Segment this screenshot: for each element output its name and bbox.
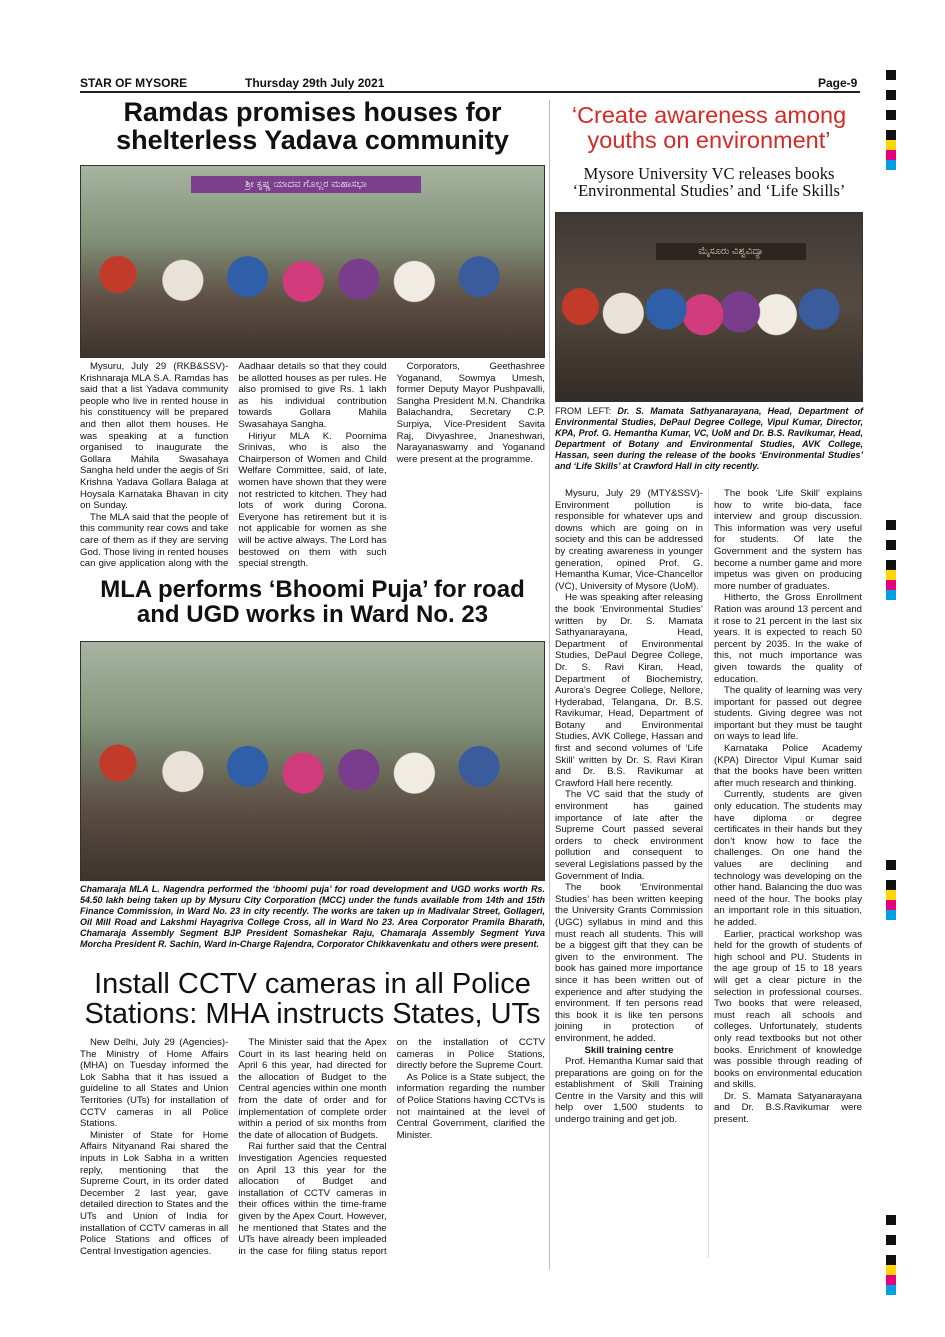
- black-swatch: [886, 1255, 896, 1265]
- black-swatch: [886, 1235, 896, 1245]
- black-swatch: [886, 560, 896, 570]
- cyan-swatch: [886, 1285, 896, 1295]
- article3-paragraph: New Delhi, July 29 (Agencies)- The Ministry of Home Affairs (MHA) on Tuesday informed the Lok Sabha that it has issued a guideline to all States and Union Territories (UTs) for installation of CCTV cameras in all Police Stations.: [80, 1037, 229, 1130]
- article4-photo-sign: ಮೈಸೂರು ವಿಶ್ವವಿದ್ಯಾ: [656, 243, 806, 260]
- black-swatch: [886, 860, 896, 870]
- issue-date: Thursday 29th July 2021: [245, 76, 385, 90]
- article4-paragraph: He was speaking after releasing the book ‘Environmental Studies’ written by Dr. S. Mamata Sathyanarayana, Head, Department of Environmental Studies, DePaul Degree College, Dr. S. Ravi Kiran, Head, Department of Biochemistry, Aurora’s Degree College, Nellore, Hyderabad, Telangana, Dr. B.S. Ravikumar, Head, Department of Botany and Environmental Studies, AVK College, Hassan and first and second volumes of ‘Life Skill’ written by Dr. S. Ravi Kiran and Dr. B.S. Ravikumar at Crawford Hall here recently.: [555, 592, 703, 789]
- article4-paragraph: Currently, students are given only education. The students may have diploma or degree certificates in their hands but they don’t know how to face the challenges. On one hand the values are declining and technology was developing on the other hand. Balancing the duo was need of the hour. The books play an important role in this situation, he added.: [714, 789, 862, 928]
- black-swatch: [886, 880, 896, 890]
- article1-paragraph: Corporators, Geethashree Yoganand, Sowmya Umesh, former Deputy Mayor Pushpavalli, Sangha President M.N. Chandrika Balachandra, Secretary C.P. Surpiya, Vice-President Savita Raj, Divyashree, Jnaneshwari, Narayanaswamy and Yoganand were present at the programme.: [396, 361, 545, 465]
- article1-paragraph: Mysuru, July 29 (RKB&SSV)- Krishnaraja MLA S.A. Ramdas has said that a list Yadava community people who live in rented house in his constituency will be prepared and then allot them houses. He was speaking at a function organised to inaugurate the Gollara Mahila Swasahaya Sangha held under the aegis of Sri Krishna Yadava Gollara Balaga at Hoysala Karnataka Bhavan in city on Sunday.: [80, 361, 229, 512]
- registration-marks-lower: [886, 860, 896, 920]
- yellow-swatch: [886, 570, 896, 580]
- article1-photo: [80, 165, 545, 358]
- article4-caption-lead: FROM LEFT:: [555, 406, 618, 416]
- column-divider: [708, 488, 709, 1258]
- black-swatch: [886, 540, 896, 550]
- article1-headline: Ramdas promises houses for shelterless Yadava community: [116, 97, 509, 156]
- blank-swatch: [886, 120, 896, 130]
- yellow-swatch: [886, 890, 896, 900]
- blank-swatch: [886, 1225, 896, 1235]
- article4-photo-people: [556, 266, 862, 401]
- cyan-swatch: [886, 590, 896, 600]
- article3-paragraph: As Police is a State subject, the information regarding the number of Police Stations having CCTVs is not maintained at the level of Central Government, clarified the Minister.: [396, 1071, 545, 1141]
- blank-swatch: [886, 530, 896, 540]
- article4-paragraph: Prof. Hemantha Kumar said that preparations are going on for the establishment of Skill Training Centre in the Varsity and this will help over 1,500 students to undergo training and get job.: [555, 1056, 703, 1126]
- blank-swatch: [886, 1245, 896, 1255]
- magenta-swatch: [886, 150, 896, 160]
- blank-swatch: [886, 550, 896, 560]
- magenta-swatch: [886, 580, 896, 590]
- black-swatch: [886, 1215, 896, 1225]
- article1-photo-banner: ಶ್ರೀ ಕೃಷ್ಣ ಯಾದವ ಗೊಲ್ಲರ ಮಹಾಸಭಾ: [191, 176, 421, 193]
- magenta-swatch: [886, 1275, 896, 1285]
- paper-name: STAR OF MYSORE: [80, 76, 188, 90]
- black-swatch: [886, 70, 896, 80]
- article4-paragraph: Mysuru, July 29 (MTY&SSV)- Environment pollution is responsible for whatever ups and downs which are going on in society and this can be addressed by creating awareness in younger generation, opined Prof. G. Hemantha Kumar, Vice-Chancellor (VC), University of Mysore (UoM).: [555, 488, 703, 592]
- article4-paragraph: The quality of learning was very important for passed out degree students. Giving degree was not important but they must be taught on ways to lead life.: [714, 685, 862, 743]
- article2-caption: Chamaraja MLA L. Nagendra performed the ‘bhoomi puja’ for road development and UGD works worth Rs. 54.50 lakh being taken up by Mysuru City Corporation (MCC) under the funds available from 14th and 15th Finance Commission, in Ward No. 23 in city recently. The works are taken up in Madivalar Street, Gollageri, Oil Mill Road and Lakshmi Hayagriva College Cross, all in Ward No 23. Area Corporator Pramila Bharath, Chamaraja Assembly Segment BJP President Somashekar Raju, Chamaraja Assembly Segment Yuva Morcha President R. Sachin, Ward in-Charge Rajendra, Corporator Chikkavenkatu and others were present.: [80, 884, 545, 949]
- article2-headline: MLA performs ‘Bhoomi Puja’ for road and UGD works in Ward No. 23: [100, 576, 525, 629]
- article4-caption-text: Dr. S. Mamata Sathyanarayana, Head, Department of Environmental Studies, DePaul Degree College, Vipul Kumar, Director, KPA, Prof. G. Hemantha Kumar, VC, UoM and Dr. B.S. Ravikumar, Head, Department of Botany and Environmental Studies, AVK College, Hassan, seen during the release of the books ‘Environmental Studies’ and ‘Life Skills’ at Crawford Hall in city recently.: [555, 406, 863, 471]
- registration-marks-bottom: [886, 1215, 896, 1295]
- article1-paragraph: Hiriyur MLA K. Poornima Srinivas, who is also the Chairperson of Women and Child Welfare Committee, said, of late, women have shown that they were not restricted to kitchen. They had lots of work during Corona. Everyone has retirement but it is not applicable for women as she will be active always. The Lord has bestowed on them with such special strength.: [238, 430, 387, 570]
- article4-paragraph: Earlier, practical workshop was held for the growth of students of high school and PU. Students in the age group of 15 to 18 years will get a clear picture in the selection in professional courses. Two books that were released, must reach all schools and colleges. Unfortunately, students only read textbooks but not other books. Enrichment of knowledge was possible through reading of books on environmental education and skills.: [714, 928, 862, 1091]
- page-number: Page-9: [818, 76, 858, 90]
- article4-headline: ‘Create awareness among youths on environment’: [571, 102, 847, 153]
- magenta-swatch: [886, 900, 896, 910]
- article4-subhead: Mysore University VC releases books ‘Environmental Studies’ and ‘Life Skills’: [572, 164, 846, 201]
- column-divider: [549, 100, 550, 1270]
- article4-subheading: Skill training centre: [584, 1044, 674, 1056]
- article3-paragraph: Rai further said that the Central Investigation Agencies requested on April 13 this year for the allocation of Budget and installation of CCTV cameras in their offices within the time-frame given by the Apex Court. However, he mentioned that States and the UTs have already been impleaded in the case for filing status report on the installation of CCTV cameras in Police Stations, directly before the Supreme Court.: [238, 1037, 545, 1257]
- black-swatch: [886, 90, 896, 100]
- article4-paragraph: The book ‘Life Skill’ explains how to write bio-data, face interview and group discussion. This information was very useful for students. Of late the Government and the system has become a number game and more impetus was given on producing more number of graduates.: [714, 488, 862, 592]
- article4-paragraph: The VC said that the study of environment has gained importance of late after the Supreme Court passed several orders to check environment pollution and consequent to several Legislations passed by the Government of India.: [555, 789, 703, 882]
- yellow-swatch: [886, 140, 896, 150]
- article4-column-1: [555, 488, 703, 1126]
- black-swatch: [886, 520, 896, 530]
- article4-paragraph: Hitherto, the Gross Enrollment Ration was around 13 percent and it rose to 21 percent in the last six years. It is expected to reach 50 percent by 2035. In the wake of this, not much importance was given towards the quality of education.: [714, 592, 862, 685]
- black-swatch: [886, 110, 896, 120]
- blank-swatch: [886, 80, 896, 90]
- black-swatch: [886, 130, 896, 140]
- article1-paragraph: The MLA said that the people of this community rear cows and take care of them as if they are serving God. Those living in rented houses can give application along with the Aadhaar details so that they could be allotted houses as per rules. He also promised to give Rs. 1 lakh as his individual contribution towards Gollara Mahila Swasahaya Sangha.: [80, 361, 387, 570]
- header-rule: [80, 91, 860, 93]
- article3-headline: Install CCTV cameras in all Police Stations: MHA instructs States, UTs: [84, 968, 541, 1031]
- article3-paragraph: Minister of State for Home Affairs Nityanand Rai shared the inputs in Lok Sabha in a written reply, mentioning that the Supreme Court, in its order dated December 2 last year, gave detailed direction to States and the UTs and Union of India for installation of CCTV cameras in all Police Stations and offices of Central Investigation agencies.: [80, 1129, 229, 1257]
- article4-paragraph: Dr. S. Mamata Satyanarayana and Dr. B.S.Ravikumar were present.: [714, 1090, 862, 1126]
- yellow-swatch: [886, 1265, 896, 1275]
- registration-marks-top: [886, 70, 896, 170]
- article4-column-2: [714, 488, 862, 1126]
- blank-swatch: [886, 100, 896, 110]
- article3-body: [80, 1037, 545, 1262]
- cyan-swatch: [886, 160, 896, 170]
- article3-paragraph: The Minister said that the Apex Court in its last hearing held on April 6 this year, had directed for the allocation of Budget to the Central agencies within one month from the date of order and for implementation of complete order within a period of six months from the date of allocation of Budgets.: [238, 1037, 387, 1141]
- blank-swatch: [886, 870, 896, 880]
- article4-paragraph: The book ‘Environmental Studies’ has been written keeping the University Grants Commission (UGC) syllabus in mind and this must reach all students. This will be a biggest gift that they can be given to the environment. The book has gained more importance since it has been written out of experience and after studying the environment. If ten persons read this book it is like ten persons joining in protection of environment, he added.: [555, 882, 703, 1044]
- article2-photo-people: [81, 713, 544, 880]
- article2-photo: [80, 641, 545, 881]
- cyan-swatch: [886, 910, 896, 920]
- article1-photo-people: [81, 239, 544, 357]
- article4-caption: [555, 406, 863, 472]
- article1-body: [80, 361, 545, 573]
- registration-marks-mid: [886, 520, 896, 600]
- article4-paragraph: Karnataka Police Academy (KPA) Director Vipul Kumar said that the books have been written after much research and thinking.: [714, 743, 862, 789]
- article4-photo: [555, 212, 863, 402]
